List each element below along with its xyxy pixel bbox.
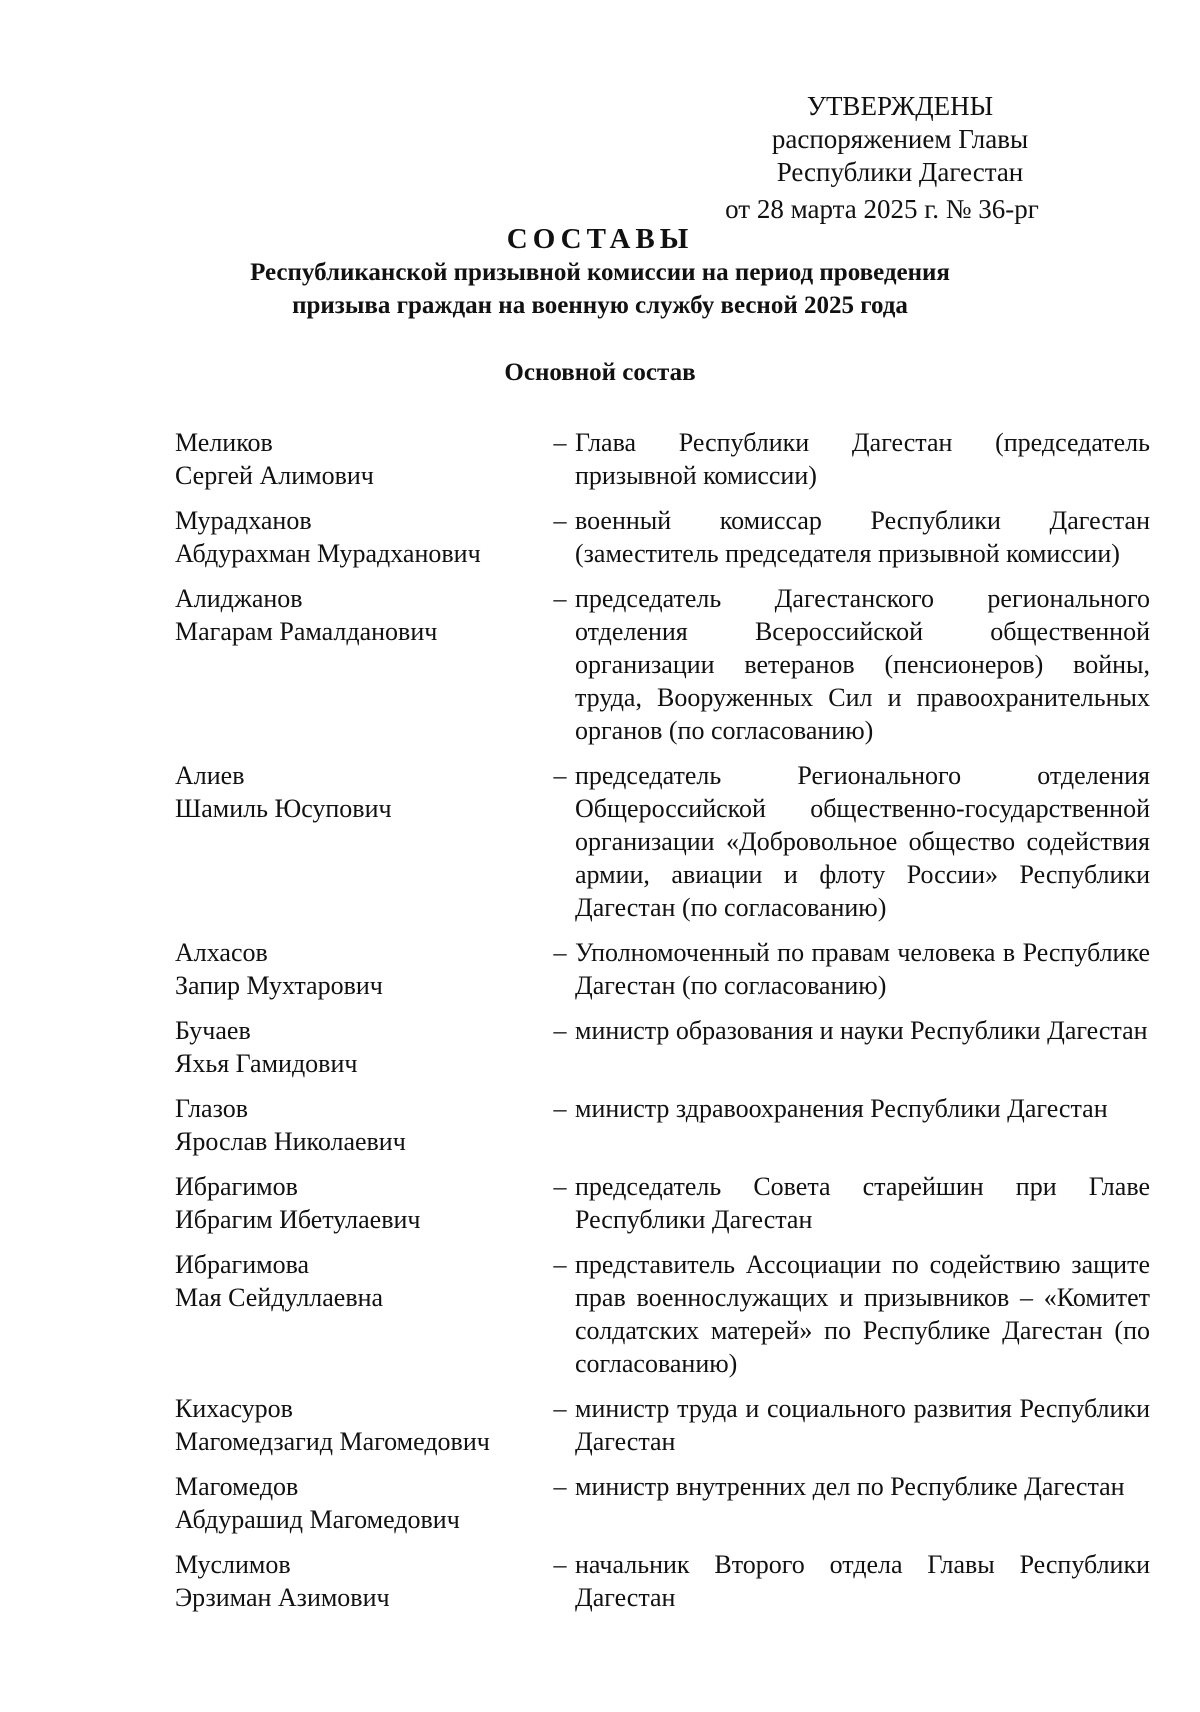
approval-heading: УТВЕРЖДЕНЫ [806,91,994,121]
dash-separator: – [553,584,567,613]
member-surname: Глазов [175,1094,248,1123]
member-entry [175,1170,1150,1236]
member-name [175,936,545,1002]
document-title [0,222,1200,322]
dash-separator: – [553,1472,567,1501]
dash-separator: – [553,938,567,967]
member-given-names: Абдурахман Мурадханович [175,539,481,568]
approval-region: Республики Дагестан [776,157,1024,187]
member-role: министр труда и социального развития Республики Дагестан [575,1394,1150,1456]
member-given-names: Магарам Рамалданович [175,617,438,646]
member-given-names: Абдурашид Магомедович [175,1505,460,1534]
member-entry [175,426,1150,492]
member-role: председатель Совета старейшин при Главе Республики Дагестан [575,1172,1150,1234]
dash-separator: – [553,1250,567,1279]
approval-date-number: от 28 марта 2025 г. № 36-рг [725,194,1039,224]
member-name [175,1170,545,1236]
approval-stamp [720,90,1080,226]
member-given-names: Ярослав Николаевич [175,1127,406,1156]
member-name [175,1548,545,1614]
member-given-names: Сергей Алимович [175,461,374,490]
member-name [175,1248,545,1380]
member-surname: Алиев [175,761,245,790]
member-surname: Кихасуров [175,1394,293,1423]
member-entry [175,504,1150,570]
member-surname: Ибрагимова [175,1250,310,1279]
member-name [175,1392,545,1458]
member-surname: Алхасов [175,938,268,967]
member-entry [175,1392,1150,1458]
member-surname: Меликов [175,428,273,457]
member-surname: Мурадханов [175,506,312,535]
member-role: министр здравоохранения Республики Дагестан [575,1094,1108,1123]
member-role: министр образования и науки Республики Дагестан [575,1016,1148,1045]
member-entry [175,1248,1150,1380]
member-given-names: Яхья Гамидович [175,1049,358,1078]
member-name [175,759,545,924]
dash-separator: – [553,1094,567,1123]
member-role: председатель Регионального отделения Общероссийской общественно-государственной организации «Добровольное общество содействия армии, авиации и флоту России» Республики Дагестан (по согласованию) [575,761,1150,922]
member-given-names: Ибрагим Ибетулаевич [175,1205,421,1234]
member-name [175,1092,545,1158]
dash-separator: – [553,1016,567,1045]
member-surname: Бучаев [175,1016,251,1045]
dash-separator: – [553,428,567,457]
member-name [175,582,545,747]
member-given-names: Мая Сейдуллаевна [175,1283,384,1312]
member-surname: Ибрагимов [175,1172,298,1201]
member-surname: Магомедов [175,1472,299,1501]
section-heading: Основной состав [504,359,696,386]
dash-separator: – [553,506,567,535]
member-entry [175,1548,1150,1614]
member-entry [175,759,1150,924]
member-entry [175,1470,1150,1536]
member-given-names: Эрзиман Азимович [175,1583,390,1612]
dash-separator: – [553,1550,567,1579]
approval-authority: распоряжением Главы [771,124,1029,154]
member-given-names: Магомедзагид Магомедович [175,1427,490,1456]
member-name [175,1470,545,1536]
dash-separator: – [553,761,567,790]
member-name [175,426,545,492]
member-role: министр внутренних дел по Республике Дагестан [575,1472,1125,1501]
member-surname: Алиджанов [175,584,303,613]
member-role: Глава Республики Дагестан (председатель призывной комиссии) [575,428,1150,490]
dash-separator: – [553,1394,567,1423]
title-main: СОСТАВЫ [506,223,694,255]
member-entry [175,1014,1150,1080]
member-role: председатель Дагестанского регионального отделения Всероссийской общественной организации ветеранов (пенсионеров) войны, труда, Вооруженных Сил и правоохранительных органов (по согласованию) [575,584,1150,745]
member-role: Уполномоченный по правам человека в Республике Дагестан (по согласованию) [575,938,1150,1000]
title-subtitle-line-1: Республиканской призывной комиссии на период проведения [250,259,950,286]
member-entry [175,936,1150,1002]
member-name [175,504,545,570]
title-subtitle-line-2: призыва граждан на военную службу весной 2025 года [292,292,908,319]
member-entry [175,1092,1150,1158]
member-given-names: Шамиль Юсупович [175,794,392,823]
member-role: военный комиссар Республики Дагестан (заместитель председателя призывной комиссии) [575,506,1150,568]
members-list [175,426,1150,1626]
member-entry [175,582,1150,747]
member-name [175,1014,545,1080]
dash-separator: – [553,1172,567,1201]
member-given-names: Запир Мухтарович [175,971,383,1000]
member-surname: Муслимов [175,1550,291,1579]
member-role: начальник Второго отдела Главы Республики Дагестан [575,1550,1150,1612]
member-role: представитель Ассоциации по содействию защите прав военнослужащих и призывников – «Комитет солдатских матерей» по Республике Дагестан (по согласованию) [575,1250,1150,1378]
